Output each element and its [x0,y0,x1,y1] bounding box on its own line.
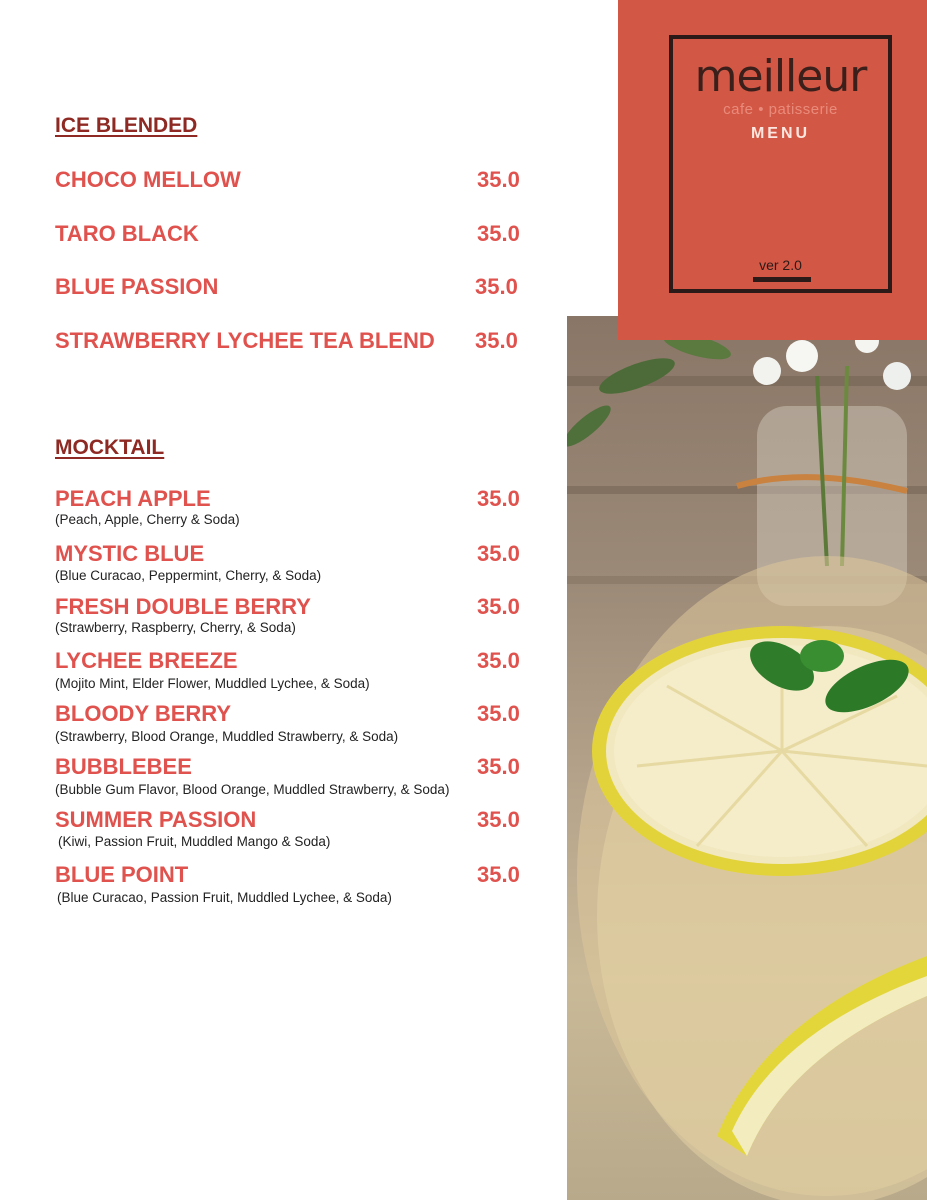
item-name: BUBBLEBEE [55,754,192,779]
item-price: 35.0 [477,486,520,511]
item-name: CHOCO MELLOW [55,167,241,192]
item-price: 35.0 [477,754,520,779]
section-title-mocktail: MOCKTAIL [55,436,165,459]
item-price: 35.0 [477,862,520,887]
version-underline [753,277,811,282]
item-price: 35.0 [477,167,520,192]
item-price: 35.0 [477,648,520,673]
section-title-ice-blended: ICE BLENDED [55,114,198,137]
brand-tagline: cafe • patisserie [723,101,838,118]
item-price: 35.0 [477,701,520,726]
item-name: BLUE PASSION [55,274,219,299]
version-label: ver 2.0 [759,257,802,273]
drink-illustration [567,316,927,1200]
item-price: 35.0 [475,328,518,353]
item-name: STRAWBERRY LYCHEE TEA BLEND [55,328,435,353]
brand-name: meilleur [694,51,867,102]
item-name: LYCHEE BREEZE [55,648,238,673]
item-name: BLUE POINT [55,862,189,887]
item-name: SUMMER PASSION [55,807,257,832]
item-description: (Blue Curacao, Passion Fruit, Muddled Lychee, & Soda) [57,890,392,905]
item-description: (Peach, Apple, Cherry & Soda) [55,512,240,527]
item-description: (Mojito Mint, Elder Flower, Muddled Lychee, & Soda) [55,676,370,691]
item-name: PEACH APPLE [55,486,211,511]
item-price: 35.0 [477,594,520,619]
item-description: (Kiwi, Passion Fruit, Muddled Mango & Soda) [58,834,331,849]
drink-photo [567,316,927,1200]
item-price: 35.0 [477,807,520,832]
item-description: (Strawberry, Blood Orange, Muddled Strawberry, & Soda) [55,729,399,744]
item-price: 35.0 [477,541,520,566]
logo-frame [669,35,892,293]
logo-block [618,0,927,340]
menu-label: MENU [750,125,811,142]
item-price: 35.0 [477,221,520,246]
item-price: 35.0 [475,274,518,299]
item-name: TARO BLACK [55,221,199,246]
item-description: (Bubble Gum Flavor, Blood Orange, Muddled Strawberry, & Soda) [55,782,450,797]
item-description: (Blue Curacao, Peppermint, Cherry, & Soda) [55,568,322,583]
item-name: FRESH DOUBLE BERRY [55,594,311,619]
item-description: (Strawberry, Raspberry, Cherry, & Soda) [55,620,296,635]
item-name: MYSTIC BLUE [55,541,205,566]
item-name: BLOODY BERRY [55,701,232,726]
